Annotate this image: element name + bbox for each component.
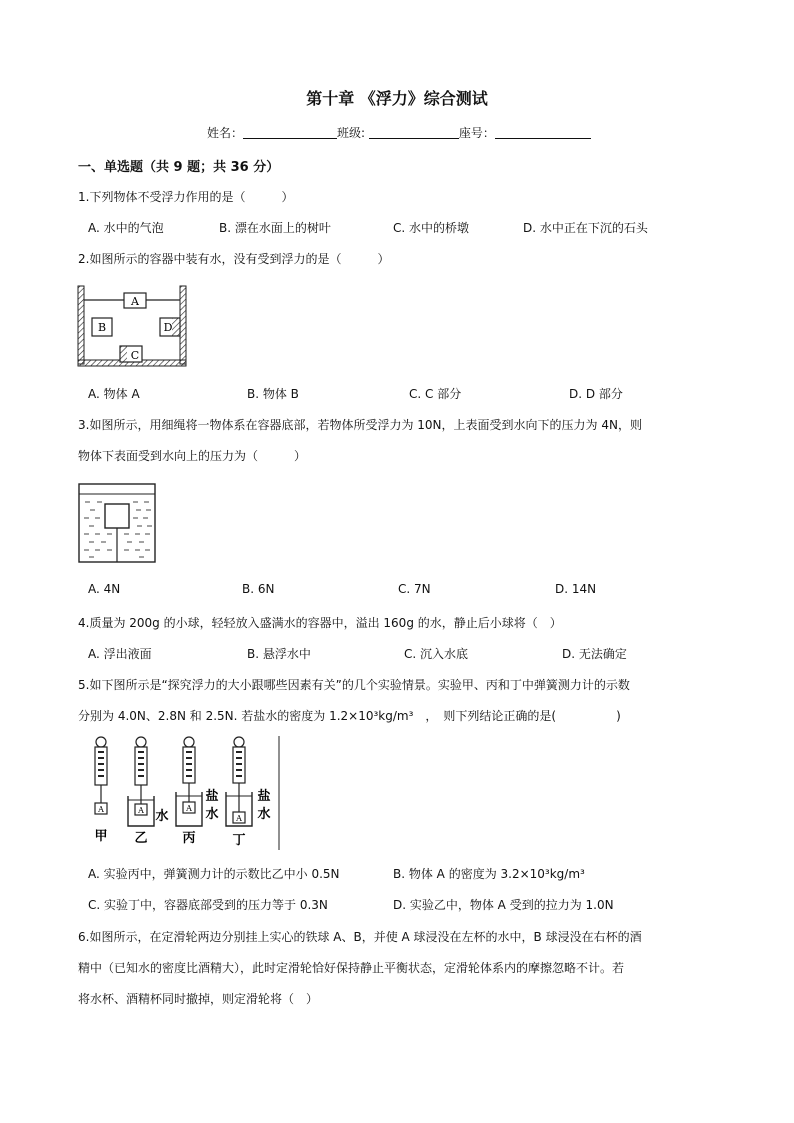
scale-bing [176, 737, 219, 846]
q1-option-b: B. 漂在水面上的树叶 [219, 221, 331, 235]
q3-option-c: C. 7N [398, 582, 431, 596]
question-2-stem: 2.如图所示的容器中装有水，没有受到浮力的是（ ） [78, 252, 390, 266]
student-info-line [207, 124, 591, 141]
label-b: B [97, 321, 107, 334]
q3-option-d: D. 14N [555, 582, 597, 596]
label-d: D [163, 321, 173, 334]
class-blank [369, 126, 459, 139]
q5-option-b: B. 物体 A 的密度为 3.2×10³kg/m³ [393, 867, 585, 881]
q2-container-figure [76, 284, 190, 368]
liquid-label-ding-2: 水 [257, 807, 271, 822]
liquid-label-bing-2: 水 [205, 807, 219, 822]
section-heading: 一、单选题（共 9 题；共 36 分） [78, 160, 280, 175]
question-6-stem-line2: 精中（已知水的密度比酒精大），此时定滑轮恰好保持静止平衡状态，定滑轮体系内的摩擦忽略不计。若 [78, 961, 625, 975]
label-a: A [131, 295, 139, 308]
block-label-jia: A [98, 805, 104, 814]
label-c: C [130, 349, 140, 362]
liquid-label-bing-1: 盐 [205, 789, 219, 804]
block-label-bing: A [186, 804, 192, 813]
seat-label: 座号： [458, 126, 495, 140]
liquid-label-ding-1: 盐 [257, 789, 271, 804]
liquid-label-yi: 水 [155, 809, 169, 824]
submerged-block [105, 504, 129, 528]
q2-option-a: A. 物体 A [88, 387, 140, 401]
q4-option-b: B. 悬浮水中 [247, 647, 311, 661]
q3-container-figure [77, 478, 159, 566]
name-label: 姓名： [207, 126, 244, 140]
q2-option-b: B. 物体 B [247, 387, 299, 401]
question-5-stem-line2: 分别为 4.0N、2.8N 和 2.5N. 若盐水的密度为 1.2×10³kg/m³ ， 则下列结论正确的是( ) [78, 709, 621, 723]
scale-yi [128, 737, 169, 846]
class-label: 班级: [337, 126, 366, 140]
question-3-stem-line2: 物体下表面受到水向上的压力为（ ） [78, 449, 307, 463]
question-6-stem-line3: 将水杯、酒精杯同时撤掉，则定滑轮将（ ） [78, 992, 319, 1006]
caption-yi: 乙 [134, 831, 148, 846]
q4-option-c: C. 沉入水底 [404, 647, 469, 661]
question-1-stem: 1.下列物体不受浮力作用的是（ ） [78, 190, 294, 204]
caption-bing: 丙 [182, 831, 196, 846]
q5-option-d: D. 实验乙中，物体 A 受到的拉力为 1.0N [393, 898, 614, 912]
caption-ding: 丁 [232, 833, 246, 848]
q5-option-c: C. 实验丁中，容器底部受到的压力等于 0.3N [88, 898, 328, 912]
q2-option-d: D. D 部分 [569, 387, 623, 401]
q4-option-a: A. 浮出液面 [88, 647, 152, 661]
scale-jia [94, 737, 107, 844]
block-label-yi: A [138, 806, 144, 815]
seat-blank [495, 126, 591, 139]
q5-option-a: A. 实验丙中，弹簧测力计的示数比乙中小 0.5N [88, 867, 340, 881]
scale-ding [226, 737, 271, 848]
caption-jia: 甲 [94, 829, 108, 844]
q5-spring-scale-figure [84, 734, 284, 852]
question-6-stem-line1: 6.如图所示，在定滑轮两边分别挂上实心的铁球 A、B，并使 A 球浸没在左杯的水中，B 球浸没在右杯的酒 [78, 930, 642, 944]
q1-option-c: C. 水中的桥墩 [393, 221, 470, 235]
q3-option-a: A. 4N [88, 582, 121, 596]
question-3-stem-line1: 3.如图所示，用细绳将一物体系在容器底部，若物体所受浮力为 10N，上表面受到水向下的压力为 4N，则 [78, 418, 642, 432]
name-blank [243, 126, 337, 139]
q1-option-d: D. 水中正在下沉的石头 [523, 221, 648, 235]
q2-option-c: C. C 部分 [409, 387, 462, 401]
q3-option-b: B. 6N [242, 582, 275, 596]
page-title: 第十章 《浮力》综合测试 [306, 89, 488, 108]
question-5-stem-line1: 5.如下图所示是“探究浮力的大小跟哪些因素有关”的几个实验情景。实验甲、丙和丁中弹簧测力计的示数 [78, 678, 630, 692]
question-4-stem: 4.质量为 200g 的小球，轻轻放入盛满水的容器中，溢出 160g 的水，静止后小球将（ ） [78, 616, 562, 630]
q1-option-a: A. 水中的气泡 [88, 221, 164, 235]
q4-option-d: D. 无法确定 [562, 647, 627, 661]
block-label-ding: A [236, 814, 242, 823]
